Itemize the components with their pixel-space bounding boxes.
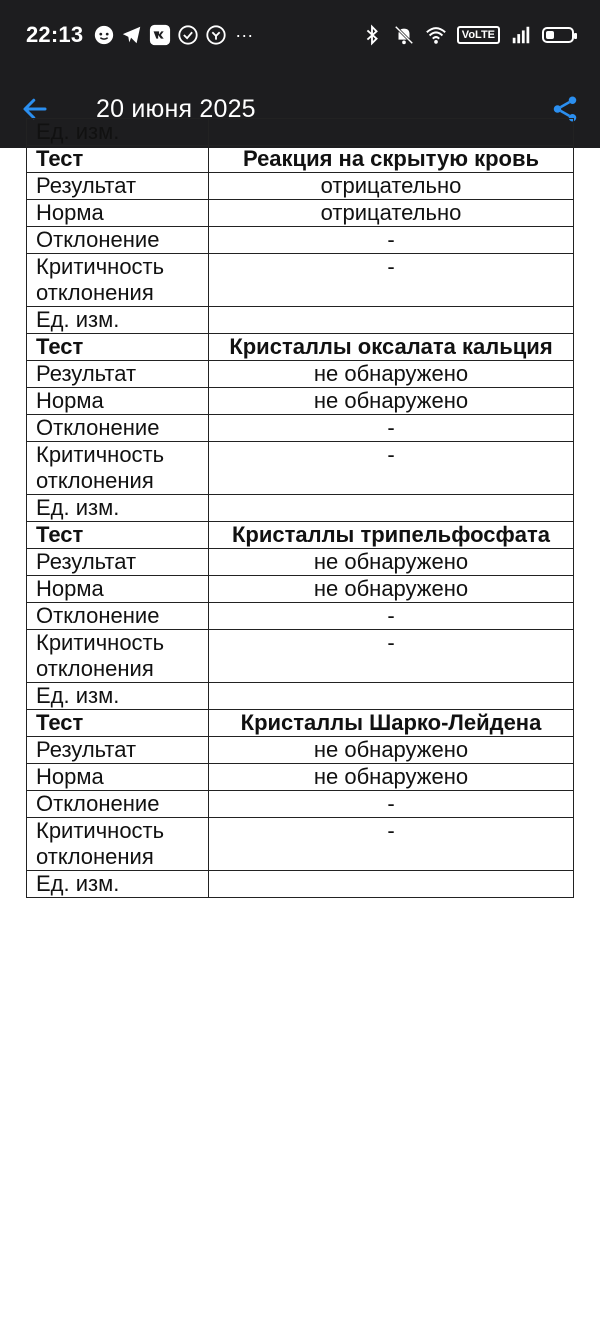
test-header-row bbox=[27, 710, 574, 737]
table-row bbox=[27, 495, 574, 522]
row-label: Отклонение bbox=[27, 603, 209, 630]
bluetooth-icon bbox=[361, 24, 383, 46]
signal-icon bbox=[510, 24, 532, 46]
table-row bbox=[27, 549, 574, 576]
table-row bbox=[27, 361, 574, 388]
table-row bbox=[27, 173, 574, 200]
table-row bbox=[27, 388, 574, 415]
bell-muted-icon bbox=[393, 24, 415, 46]
row-value: - bbox=[209, 227, 574, 254]
test-label: Тест bbox=[27, 146, 209, 173]
row-value: не обнаружено bbox=[209, 361, 574, 388]
table-row bbox=[27, 415, 574, 442]
table-row bbox=[27, 683, 574, 710]
row-label: Критичность отклонения bbox=[27, 818, 209, 871]
row-value: не обнаружено bbox=[209, 549, 574, 576]
row-label: Ед. изм. bbox=[27, 307, 209, 334]
table-row bbox=[27, 871, 574, 898]
row-label: Норма bbox=[27, 200, 209, 227]
row-value bbox=[209, 119, 574, 146]
test-label: Тест bbox=[27, 710, 209, 737]
battery-fill bbox=[546, 31, 554, 39]
chat-bubble-icon bbox=[93, 24, 115, 46]
download-circle-icon bbox=[205, 24, 227, 46]
row-label: Ед. изм. bbox=[27, 495, 209, 522]
battery-icon bbox=[542, 27, 574, 43]
row-value: - bbox=[209, 791, 574, 818]
row-label: Норма bbox=[27, 388, 209, 415]
table-row bbox=[27, 254, 574, 307]
table-row bbox=[27, 307, 574, 334]
table-row bbox=[27, 818, 574, 871]
row-label: Отклонение bbox=[27, 791, 209, 818]
row-value: - bbox=[209, 630, 574, 683]
more-dots-icon: ··· bbox=[235, 24, 254, 45]
row-label: Критичность отклонения bbox=[27, 442, 209, 495]
row-value bbox=[209, 871, 574, 898]
test-label: Тест bbox=[27, 334, 209, 361]
table-row bbox=[27, 791, 574, 818]
volte-badge: VoLTE bbox=[457, 26, 500, 44]
vk-icon bbox=[149, 24, 171, 46]
test-name: Кристаллы оксалата кальция bbox=[209, 334, 574, 361]
status-left bbox=[26, 22, 255, 48]
row-value: - bbox=[209, 603, 574, 630]
status-time: 22:13 bbox=[26, 22, 84, 47]
results-table bbox=[26, 118, 574, 898]
row-label: Результат bbox=[27, 173, 209, 200]
row-label: Ед. изм. bbox=[27, 119, 209, 146]
row-value: - bbox=[209, 818, 574, 871]
wifi-icon bbox=[425, 24, 447, 46]
test-header-row bbox=[27, 522, 574, 549]
table-row bbox=[27, 119, 574, 146]
row-value: не обнаружено bbox=[209, 576, 574, 603]
row-label: Норма bbox=[27, 576, 209, 603]
check-circle-icon bbox=[177, 24, 199, 46]
test-name: Кристаллы Шарко-Лейдена bbox=[209, 710, 574, 737]
page-title: 20 июня 2025 bbox=[96, 94, 256, 123]
row-label: Норма bbox=[27, 764, 209, 791]
row-value bbox=[209, 495, 574, 522]
test-header-row bbox=[27, 334, 574, 361]
row-label: Результат bbox=[27, 361, 209, 388]
test-header-row bbox=[27, 146, 574, 173]
test-label: Тест bbox=[27, 522, 209, 549]
row-label: Критичность отклонения bbox=[27, 630, 209, 683]
row-value: - bbox=[209, 442, 574, 495]
row-label: Ед. изм. bbox=[27, 683, 209, 710]
row-label: Ед. изм. bbox=[27, 871, 209, 898]
row-label: Результат bbox=[27, 737, 209, 764]
telegram-icon bbox=[121, 24, 143, 46]
row-label: Результат bbox=[27, 549, 209, 576]
row-label: Критичность отклонения bbox=[27, 254, 209, 307]
row-value: не обнаружено bbox=[209, 388, 574, 415]
table-row bbox=[27, 764, 574, 791]
table-row bbox=[27, 630, 574, 683]
row-value: не обнаружено bbox=[209, 737, 574, 764]
test-name: Реакция на скрытую кровь bbox=[209, 146, 574, 173]
row-value bbox=[209, 307, 574, 334]
row-label: Отклонение bbox=[27, 415, 209, 442]
table-row bbox=[27, 603, 574, 630]
status-right bbox=[361, 24, 574, 46]
table-row bbox=[27, 442, 574, 495]
row-label: Отклонение bbox=[27, 227, 209, 254]
row-value: отрицательно bbox=[209, 200, 574, 227]
row-value: - bbox=[209, 254, 574, 307]
table-row bbox=[27, 576, 574, 603]
results-content[interactable] bbox=[0, 119, 600, 1323]
table-row bbox=[27, 227, 574, 254]
test-name: Кристаллы трипельфосфата bbox=[209, 522, 574, 549]
table-row bbox=[27, 200, 574, 227]
row-value: не обнаружено bbox=[209, 764, 574, 791]
row-value: отрицательно bbox=[209, 173, 574, 200]
table-row bbox=[27, 737, 574, 764]
row-value bbox=[209, 683, 574, 710]
row-value: - bbox=[209, 415, 574, 442]
status-bar bbox=[0, 0, 600, 70]
